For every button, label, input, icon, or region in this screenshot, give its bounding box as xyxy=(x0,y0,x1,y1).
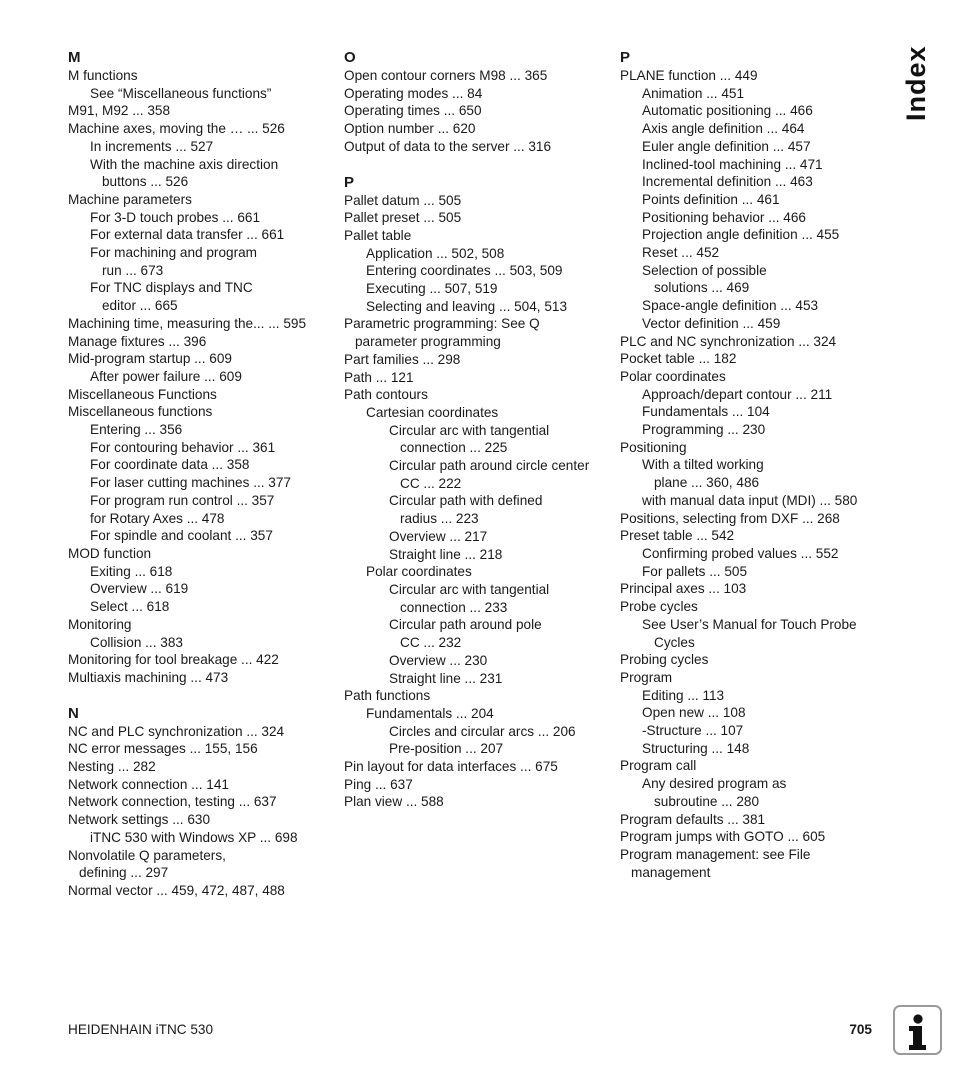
index-subentry: For machining and program xyxy=(90,245,257,261)
index-entry: PLC and NC synchronization ... 324 xyxy=(620,333,837,349)
index-subentry: Positioning behavior ... 466 xyxy=(642,209,806,225)
index-subentry: Fundamentals ... 204 xyxy=(366,705,494,721)
index-entry-continuation: buttons ... 526 xyxy=(102,174,189,190)
index-subentry: For spindle and coolant ... 357 xyxy=(90,528,273,544)
index-subentry: Straight line ... 218 xyxy=(389,546,503,562)
index-subentry: Circular arc with tangential xyxy=(389,422,550,438)
index-entry: Principal axes ... 103 xyxy=(620,581,747,597)
index-subentry: Reset ... 452 xyxy=(642,245,720,261)
index-subentry: Any desired program as xyxy=(642,776,787,792)
index-column-1 xyxy=(68,48,330,917)
index-entry-continuation: CC ... 222 xyxy=(400,475,462,491)
index-entry-continuation: parameter programming xyxy=(355,334,501,350)
index-entry: Program management: see File xyxy=(620,846,811,862)
index-column-3 xyxy=(620,48,882,898)
index-subentry: For program run control ... 357 xyxy=(90,492,275,508)
index-entry-continuation: Cycles xyxy=(654,634,695,650)
index-subentry: Overview ... 230 xyxy=(389,652,488,668)
index-subentry: Approach/depart contour ... 211 xyxy=(642,386,833,402)
index-subentry: Application ... 502, 508 xyxy=(366,245,505,261)
index-subentry: Axis angle definition ... 464 xyxy=(642,121,805,137)
index-entry: Nonvolatile Q parameters, xyxy=(68,847,226,863)
index-subentry: Straight line ... 231 xyxy=(389,670,503,686)
index-entry: Machine parameters xyxy=(68,191,192,207)
index-entry: Network settings ... 630 xyxy=(68,812,211,828)
index-entry: Positioning xyxy=(620,439,687,455)
index-entry: Nesting ... 282 xyxy=(68,759,156,775)
index-section xyxy=(68,48,330,687)
index-subentry: For TNC displays and TNC xyxy=(90,280,253,296)
index-entry: Miscellaneous functions xyxy=(68,404,213,420)
index-entry: Path functions xyxy=(344,688,431,704)
index-entry-continuation: connection ... 225 xyxy=(400,440,508,456)
index-entry: Output of data to the server ... 316 xyxy=(344,138,552,154)
index-subentry: Euler angle definition ... 457 xyxy=(642,138,811,154)
index-entry: Operating modes ... 84 xyxy=(344,85,483,101)
index-entry: M91, M92 ... 358 xyxy=(68,103,171,119)
index-subentry: Overview ... 619 xyxy=(90,581,189,597)
index-subentry: Selection of possible xyxy=(642,262,767,278)
index-entry: Pin layout for data interfaces ... 675 xyxy=(344,759,558,775)
index-subentry: See “Miscellaneous functions” xyxy=(90,85,272,101)
index-subentry: With the machine axis direction xyxy=(90,156,279,172)
index-entry: Parametric programming: See Q xyxy=(344,316,540,332)
index-entry-continuation: editor ... 665 xyxy=(102,298,178,314)
index-entry: Machining time, measuring the... ... 595 xyxy=(68,315,307,331)
index-subentry: Incremental definition ... 463 xyxy=(642,174,813,190)
index-column-2 xyxy=(344,48,608,828)
index-entry: Program xyxy=(620,669,673,685)
index-subentry: With a tilted working xyxy=(642,457,764,473)
index-subentry: For laser cutting machines ... 377 xyxy=(90,475,291,491)
index-subentry: Select ... 618 xyxy=(90,599,170,615)
index-entry: Plan view ... 588 xyxy=(344,794,444,810)
index-entry: Pocket table ... 182 xyxy=(620,351,737,367)
index-entry-continuation: subroutine ... 280 xyxy=(654,793,760,809)
index-entry-continuation: plane ... 360, 486 xyxy=(654,475,760,491)
section-letter: O xyxy=(344,49,356,66)
index-subentry: Space-angle definition ... 453 xyxy=(642,298,819,314)
index-subentry: Projection angle definition ... 455 xyxy=(642,227,840,243)
index-subentry: Circular arc with tangential xyxy=(389,581,550,597)
index-entry: Multiaxis machining ... 473 xyxy=(68,669,229,685)
index-subentry: Automatic positioning ... 466 xyxy=(642,103,813,119)
index-entry: Probing cycles xyxy=(620,652,709,668)
index-entry: Positions, selecting from DXF ... 268 xyxy=(620,510,840,526)
index-subentry: For contouring behavior ... 361 xyxy=(90,439,276,455)
index-entry: Monitoring for tool breakage ... 422 xyxy=(68,652,279,668)
index-subentry: For external data transfer ... 661 xyxy=(90,227,285,243)
index-entry: M functions xyxy=(68,68,138,83)
index-entry: Monitoring xyxy=(68,616,132,632)
index-section xyxy=(344,48,608,156)
index-subentry: Entering coordinates ... 503, 509 xyxy=(366,263,563,279)
index-section xyxy=(620,48,882,881)
index-subentry: Collision ... 383 xyxy=(90,634,183,650)
index-entry: NC and PLC synchronization ... 324 xyxy=(68,723,285,739)
index-subentry: Cartesian coordinates xyxy=(366,404,499,420)
index-subentry: For coordinate data ... 358 xyxy=(90,457,250,473)
index-subentry: Polar coordinates xyxy=(366,564,472,580)
index-subentry: Open new ... 108 xyxy=(642,705,746,721)
index-subentry: Vector definition ... 459 xyxy=(642,315,781,331)
index-subentry: for Rotary Axes ... 478 xyxy=(90,510,225,526)
index-subentry: iTNC 530 with Windows XP ... 698 xyxy=(90,829,298,845)
index-subentry: Programming ... 230 xyxy=(642,422,766,438)
index-subentry: Fundamentals ... 104 xyxy=(642,404,770,420)
index-subentry: For 3-D touch probes ... 661 xyxy=(90,209,261,225)
section-letter: P xyxy=(344,173,355,191)
index-subentry: Circular path with defined xyxy=(389,493,543,509)
index-entry: Program defaults ... 381 xyxy=(620,811,766,827)
index-entry: Preset table ... 542 xyxy=(620,528,735,544)
index-entry: Pallet datum ... 505 xyxy=(344,192,462,208)
index-subentry: Structuring ... 148 xyxy=(642,740,750,756)
index-entry: Normal vector ... 459, 472, 487, 488 xyxy=(68,882,285,898)
index-subentry: with manual data input (MDI) ... 580 xyxy=(642,492,858,508)
info-icon xyxy=(893,1005,942,1055)
index-entry: Pallet table xyxy=(344,227,412,243)
index-entry: Pallet preset ... 505 xyxy=(344,210,462,226)
index-entry: Open contour corners M98 ... 365 xyxy=(344,68,548,83)
index-entry-continuation: solutions ... 469 xyxy=(654,280,750,296)
section-letter: M xyxy=(68,49,81,66)
index-subentry: In increments ... 527 xyxy=(90,138,214,154)
index-entry-continuation: management xyxy=(631,864,711,880)
index-entry-continuation: defining ... 297 xyxy=(79,865,169,881)
index-entry: NC error messages ... 155, 156 xyxy=(68,741,258,757)
section-letter: P xyxy=(620,49,631,66)
section-letter: N xyxy=(68,704,79,722)
index-subentry: -Structure ... 107 xyxy=(642,723,744,739)
index-section xyxy=(344,173,608,812)
index-entry: Ping ... 637 xyxy=(344,776,413,792)
index-entry: Miscellaneous Functions xyxy=(68,386,217,402)
index-subentry: Animation ... 451 xyxy=(642,85,745,101)
index-entry: Path contours xyxy=(344,387,428,403)
index-subentry: Points definition ... 461 xyxy=(642,191,780,207)
index-entry: Machine axes, moving the … ... 526 xyxy=(68,121,285,137)
index-subentry: After power failure ... 609 xyxy=(90,368,242,384)
index-entry: Polar coordinates xyxy=(620,368,726,384)
index-side-label: Index xyxy=(901,45,931,121)
index-entry: Program call xyxy=(620,758,697,774)
index-subentry: Overview ... 217 xyxy=(389,528,488,544)
index-entry: Mid-program startup ... 609 xyxy=(68,351,232,367)
index-subentry: Circular path around circle center xyxy=(389,458,590,474)
index-entry-continuation: run ... 673 xyxy=(102,262,164,278)
index-subentry: Pre-position ... 207 xyxy=(389,741,504,757)
index-entry: Option number ... 620 xyxy=(344,121,476,137)
index-entry-continuation: CC ... 232 xyxy=(400,635,462,651)
index-entry: Probe cycles xyxy=(620,599,698,615)
index-entry: MOD function xyxy=(68,545,152,561)
index-subentry: For pallets ... 505 xyxy=(642,563,748,579)
index-subentry: Executing ... 507, 519 xyxy=(366,281,498,297)
index-entry: Part families ... 298 xyxy=(344,351,461,367)
index-entry: Network connection ... 141 xyxy=(68,776,229,792)
index-entry-continuation: connection ... 233 xyxy=(400,599,508,615)
index-subentry: Circular path around pole xyxy=(389,617,542,633)
index-entry: Network connection, testing ... 637 xyxy=(68,794,277,810)
index-entry: Manage fixtures ... 396 xyxy=(68,333,207,349)
index-entry: Path ... 121 xyxy=(344,369,414,385)
index-entry: Program jumps with GOTO ... 605 xyxy=(620,829,826,845)
index-subentry: Selecting and leaving ... 504, 513 xyxy=(366,298,568,314)
index-entry: PLANE function ... 449 xyxy=(620,68,758,83)
index-subentry: Circles and circular arcs ... 206 xyxy=(389,723,576,739)
index-section xyxy=(68,704,330,900)
index-subentry: Exiting ... 618 xyxy=(90,563,173,579)
index-entry: Operating times ... 650 xyxy=(344,103,482,119)
page-number: 705 xyxy=(849,1022,872,1037)
index-subentry: Inclined-tool machining ... 471 xyxy=(642,156,823,172)
index-entry-continuation: radius ... 223 xyxy=(400,511,479,527)
index-subentry: Editing ... 113 xyxy=(642,687,725,703)
index-subentry: See User’s Manual for Touch Probe xyxy=(642,616,857,632)
index-subentry: Confirming probed values ... 552 xyxy=(642,545,839,561)
index-subentry: Entering ... 356 xyxy=(90,422,183,438)
footer-title: HEIDENHAIN iTNC 530 xyxy=(68,1022,214,1037)
